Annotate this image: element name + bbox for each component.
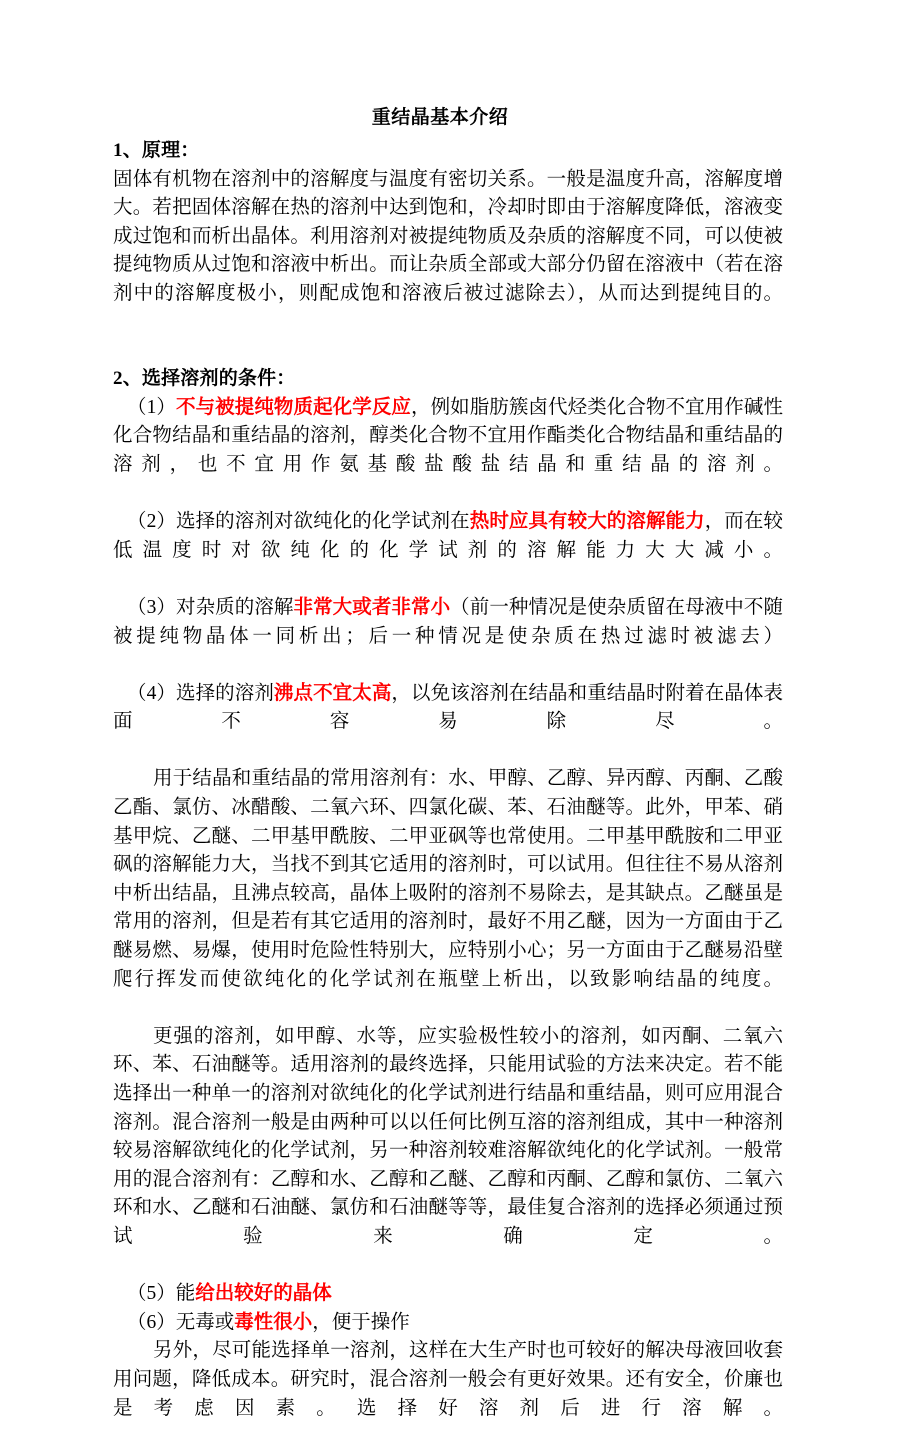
- highlighted-text: 沸点不宜太高: [273, 682, 392, 704]
- text-run: ，而在较低温度时对欲纯化的化学试剂的溶解能力大大减小。: [113, 511, 783, 561]
- paragraph: [113, 1023, 783, 1280]
- paragraph: [113, 508, 783, 594]
- document-body: [113, 137, 783, 1452]
- section-heading-principle: 1、原理：: [113, 140, 200, 161]
- highlighted-text: 给出较好的晶体: [195, 1283, 332, 1305]
- paragraph: [113, 594, 783, 680]
- text-run: （1）: [127, 396, 176, 418]
- text-run: （6）无毒或: [127, 1311, 235, 1333]
- highlighted-text: 不与被提纯物质起化学反应: [176, 396, 411, 418]
- text-run: （前一种情况是使杂质留在母液中不随被提纯物晶体一同析出；后一种情况是使杂质在热过滤时被滤去）: [113, 596, 783, 647]
- text-run: （3）对杂质的溶解: [127, 596, 294, 618]
- paragraph: [113, 680, 783, 766]
- highlighted-text: 非常大或者非常小: [293, 596, 451, 618]
- highlighted-text: 热时应具有较大的溶解能力: [469, 511, 705, 533]
- text-run: ，例如脂肪簇卤代烃类化合物不宜用作碱性化合物结晶和重结晶的溶剂，醇类化合物不宜用作酯类化合物结晶和重结晶的溶剂，也不宜用作氨基酸盐酸盐结晶和重结晶的溶剂。: [113, 396, 783, 475]
- paragraph: [113, 765, 783, 1022]
- paragraph: [113, 1337, 783, 1451]
- text-run: （5）能: [127, 1283, 196, 1305]
- text-run: （2）选择的溶剂对欲纯化的化学试剂在: [127, 511, 470, 533]
- paragraph: [113, 1280, 783, 1309]
- text-run: ，以免该溶剂在结晶和重结晶时附着在晶体表面不容易除尽。: [113, 682, 783, 733]
- paragraph: [113, 166, 783, 338]
- text-run: 固体有机物在溶剂中的溶解度与温度有密切关系。一般是温度升高，溶解度增大。若把固体溶解在热的溶剂中达到饱和，冷却时即由于溶解度降低，溶液变成过饱和而析出晶体。利用溶剂对被提纯物质及杂质的溶解度不同，可以使被提纯物质从过饱和溶液中析出。而让杂质全部或大部分仍留在溶液中（若在溶剂中的溶解度极小，则配成饱和溶液后被过滤除去），从而达到提纯目的。: [113, 168, 783, 304]
- highlighted-text: 毒性很小: [234, 1311, 313, 1333]
- text-run: （4）选择的溶剂: [127, 682, 274, 704]
- section-spacer: [113, 337, 783, 365]
- paragraph: [113, 1309, 783, 1338]
- text-run: 更强的溶剂，如甲醇、水等，应实验极性较小的溶剂，如丙酮、二氧六环、苯、石油醚等。适用溶剂的最终选择，只能用试验的方法来决定。若不能选择出一种单一的溶剂对欲纯化的化学试剂进行结晶和重结晶，则可应用混合溶剂。混合溶剂一般是由两种可以以任何比例互溶的溶剂组成，其中一种溶剂较易溶解欲纯化的化学试剂，另一种溶剂较难溶解欲纯化的化学试剂。一般常用的混合溶剂有：乙醇和水、乙醇和乙醚、乙醇和丙酮、乙醇和氯仿、二氧六环和水、乙醚和石油醚、氯仿和石油醚等等，最佳复合溶剂的选择必须通过预试验来确定。: [113, 1025, 783, 1247]
- section-heading-solvent-conditions: 2、选择溶剂的条件：: [113, 368, 296, 390]
- page-title: 重结晶基本介绍: [371, 107, 509, 128]
- text-run: 另外，尽可能选择单一溶剂，这样在大生产时也可较好的解决母液回收套用问题，降低成本。研究时，混合溶剂一般会有更好效果。还有安全，价廉也是考虑因素。选择好溶剂后进行溶解。: [113, 1340, 783, 1419]
- text-run: 用于结晶和重结晶的常用溶剂有：水、甲醇、乙醇、异丙醇、丙酮、乙酸乙酯、氯仿、冰醋酸、二氧六环、四氯化碳、苯、石油醚等。此外，甲苯、硝基甲烷、乙醚、二甲基甲酰胺、二甲亚砜等也常使用。二甲基甲酰胺和二甲亚砜的溶解能力大，当找不到其它适用的溶剂时，可以试用。但往往不易从溶剂中析出结晶，且沸点较高，晶体上吸附的溶剂不易除去，是其缺点。乙醚虽是常用的溶剂，但是若有其它适用的溶剂时，最好不用乙醚，因为一方面由于乙醚易燃、易爆，使用时危险性特别大，应特别小心；另一方面由于乙醚易沿壁爬行挥发而使欲纯化的化学试剂在瓶壁上析出，以致影响结晶的纯度。: [113, 768, 783, 990]
- text-run: ，便于操作: [312, 1311, 410, 1333]
- paragraph: [113, 394, 783, 508]
